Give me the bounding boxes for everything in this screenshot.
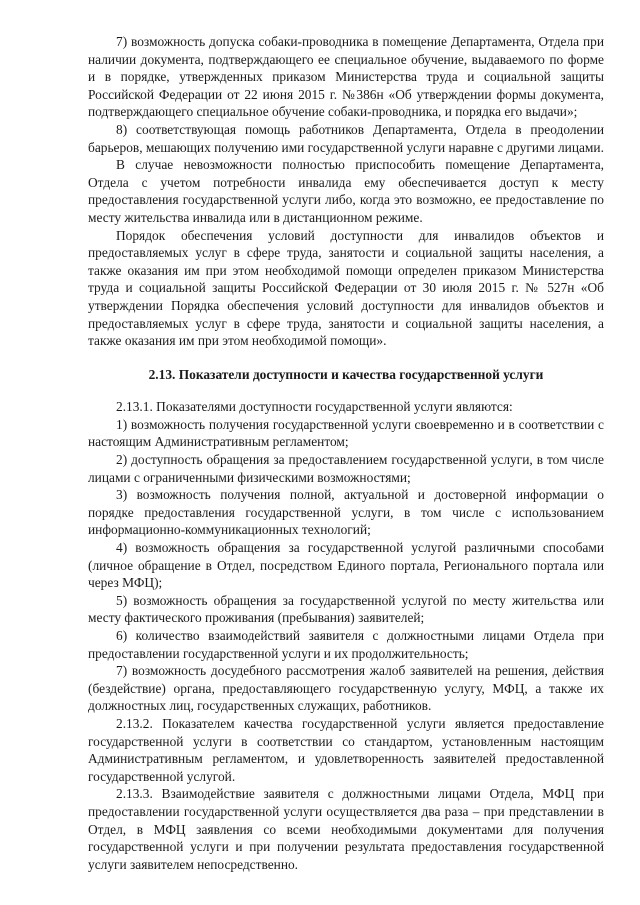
paragraph-indicator-2: 2) доступность обращения за предоставлением государственной услуги, в том числе лицами с ограниченными физическими возможностями; xyxy=(88,452,604,485)
paragraph-impossibility-to-adapt: В случае невозможности полностью приспособить помещение Департамента, Отдела с учетом потребности инвалида ему обеспечивается доступ к месту предоставления государственной услуги либо, когда это возможно, ее предоставление по месту жительства инвалида или в дистанционном режиме. xyxy=(88,157,604,225)
paragraph-accessibility-order: Порядок обеспечения условий доступности для инвалидов объектов и предоставляемых услуг в сфере труда, занятости и социальной защиты населения, а также оказания им при этом необходимой помощи определен приказом Министерства труда и социальной защиты Российской Федерации от 30 июля 2015 г. № 527н «Об утверждении Порядка обеспечения условий доступности для инвалидов объектов и предоставляемых услуг в сфере труда, занятости и социальной защиты населения, а также оказания им при этом необходимой помощи». xyxy=(88,227,604,349)
paragraph-2-13-3-interaction: 2.13.3. Взаимодействие заявителя с должностными лицами Отдела, МФЦ при предоставлении государственной услуги осуществляется два раза – при представлении в Отдел, в МФЦ заявления со всеми необходимыми документами для получения государственной услуги и при получении результата предоставления государственной услуги заявителем непосредственно. xyxy=(88,786,604,872)
paragraph-indicator-3: 3) возможность получения полной, актуальной и достоверной информации о порядке предоставления государственной услуги, в том числе с использованием информационно-коммуникационных технологий; xyxy=(88,487,604,538)
document-page xyxy=(88,33,604,873)
paragraph-indicator-1: 1) возможность получения государственной услуги своевременно и в соответствии с настоящим Административным регламентом; xyxy=(88,416,604,450)
paragraph-indicator-4: 4) возможность обращения за государственной услугой различными способами (личное обращение в Отдел, посредством Единого портала, Регионального портала или через МФЦ); xyxy=(88,540,604,591)
paragraph-item-7-guide-dog: 7) возможность допуска собаки-проводника в помещение Департамента, Отдела при наличии документа, подтверждающего ее специальное обучение, выдаваемого по форме и в порядке, утвержденных приказом Министерства труда и социальной защиты Российской Федерации от 22 июня 2015 г. №386н «Об утверждении формы документа, подтверждающего специальное обучение собаки-проводника, и порядка его выдачи»; xyxy=(88,34,604,120)
paragraph-item-8-staff-assistance: 8) соответствующая помощь работников Департамента, Отдела в преодолении барьеров, мешающих получению ими государственной услуги наравне с другими лицами. xyxy=(88,121,604,155)
paragraph-indicator-7: 7) возможность досудебного рассмотрения жалоб заявителей на решения, действия (бездействие) органа, предоставляющего государственную услугу, МФЦ, а также их должностных лиц, государственных служащих, работников. xyxy=(88,663,604,714)
paragraph-2-13-1-intro: 2.13.1. Показателями доступности государственной услуги являются: xyxy=(116,399,513,415)
paragraph-indicator-6: 6) количество взаимодействий заявителя с должностными лицами Отдела при предоставлении государственной услуги и их продолжительность; xyxy=(88,628,604,661)
paragraph-2-13-2-quality: 2.13.2. Показателем качества государственной услуги является предоставление государственной услуги в соответствии со стандартом, установленным настоящим Административным регламентом, и удовлетворенность заявителей предоставленной государственной услугой. xyxy=(88,715,604,784)
paragraph-indicator-5: 5) возможность обращения за государственной услугой по месту жительства или месту фактического проживания (пребывания) заявителей; xyxy=(88,592,604,626)
section-heading: 2.13. Показатели доступности и качества государственной услуги xyxy=(148,366,544,382)
